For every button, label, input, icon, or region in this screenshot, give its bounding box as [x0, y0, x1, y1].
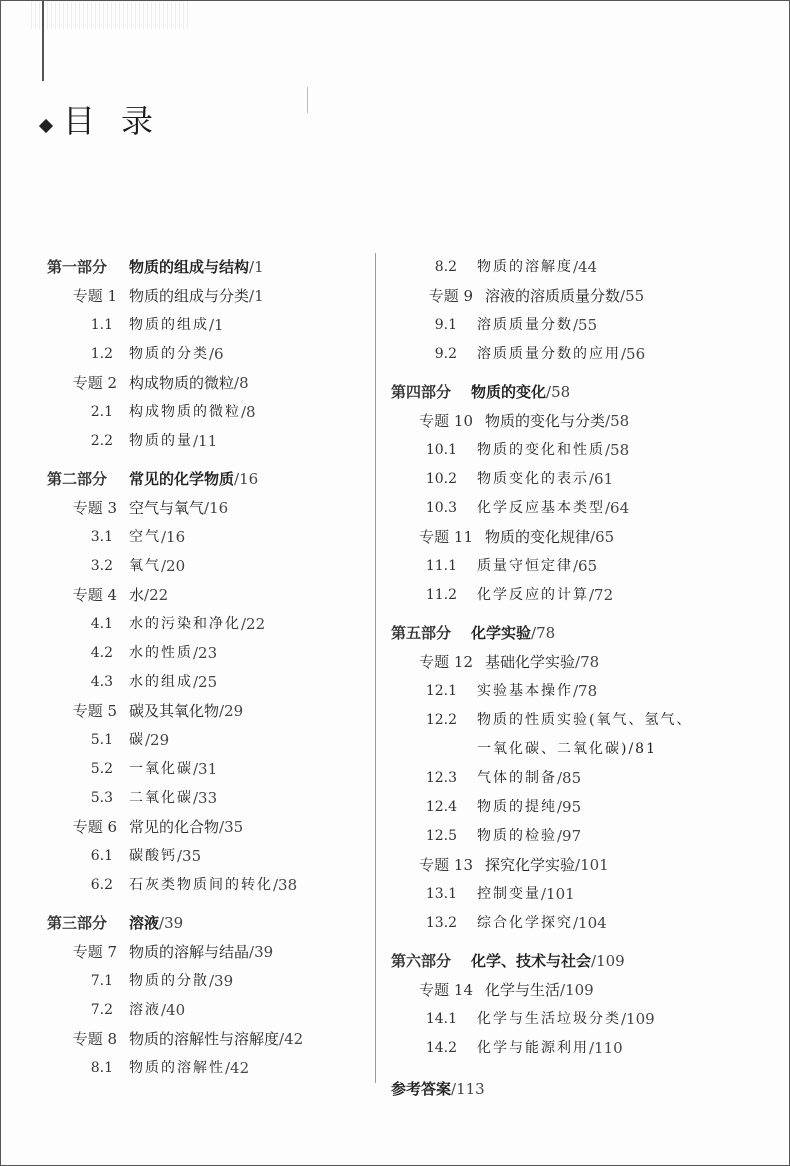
toc-entry-section[interactable]	[391, 465, 613, 494]
toc-entry-page: /109	[621, 1010, 655, 1028]
toc-entry-topic[interactable]	[391, 851, 609, 880]
toc-entry-part[interactable]	[391, 619, 555, 648]
toc-entry-page: /31	[193, 760, 218, 778]
toc-entry-title: 水	[129, 586, 145, 604]
toc-entry-number: 专题 7	[72, 943, 117, 961]
toc-entry-number: 5.3	[90, 790, 113, 806]
toc-entry-title: 物质的变化	[471, 383, 547, 401]
toc-entry-section[interactable]	[391, 677, 597, 706]
toc-entry-number: 专题 12	[419, 653, 473, 671]
toc-entry-page: /20	[161, 557, 186, 575]
toc-entry-page: /39	[159, 914, 184, 932]
toc-entry-section[interactable]	[47, 755, 217, 784]
toc-entry-number: 14.2	[425, 1040, 457, 1056]
toc-entry-title: 碳及其氧化物	[129, 702, 220, 720]
toc-entry-number: 1.1	[90, 317, 113, 333]
toc-entry-page: /55	[620, 287, 645, 305]
toc-entry-section[interactable]	[47, 523, 185, 552]
toc-entry-page: /16	[204, 499, 229, 517]
toc-entry-title: 碳酸钙	[129, 848, 177, 864]
corner-rule	[42, 1, 44, 81]
toc-entry-section[interactable]	[47, 552, 185, 581]
toc-entry-section[interactable]	[391, 793, 581, 822]
toc-entry-number: 3.2	[90, 558, 113, 574]
toc-entry-title: 氧气	[129, 558, 161, 574]
toc-entry-number: 第六部分	[391, 952, 452, 970]
toc-entry-title: 物质的量	[129, 433, 193, 449]
toc-entry-number: 专题 2	[72, 374, 117, 392]
toc-entry-number: 2.2	[90, 433, 113, 449]
toc-entry-page: /6	[209, 345, 224, 363]
toc-entry-number: 专题 10	[419, 412, 473, 430]
toc-entry-topic[interactable]	[391, 976, 594, 1005]
toc-entry-number: 12.4	[425, 799, 457, 815]
toc-entry-section[interactable]	[47, 726, 169, 755]
toc-entry-page: /104	[573, 914, 607, 932]
toc-entry-page: /22	[144, 586, 169, 604]
toc-entry-title: 控制变量	[477, 886, 541, 902]
toc-entry-title: 常见的化合物	[129, 818, 220, 836]
toc-entry-number: 专题 1	[72, 287, 117, 305]
toc-entry-section[interactable]	[391, 311, 597, 340]
toc-entry-number: 13.1	[425, 886, 457, 902]
toc-entry-number: 5.1	[90, 732, 113, 748]
toc-entry-number: 第四部分	[391, 383, 452, 401]
toc-entry-page: /64	[605, 499, 630, 517]
toc-entry-title: 物质的组成与结构	[129, 258, 250, 276]
toc-entry-title: 化学反应基本类型	[477, 500, 605, 516]
toc-entry-section[interactable]	[47, 398, 256, 427]
toc-entry-title: 化学与能源利用	[477, 1040, 589, 1056]
toc-entry-title: 二氧化碳	[129, 790, 193, 806]
toc-entry-part[interactable]	[47, 465, 258, 494]
toc-entry-title: 物质的性质实验(氧气、氢气、	[477, 712, 693, 728]
toc-entry-page: /29	[145, 731, 170, 749]
toc-entry-number: 第五部分	[391, 624, 452, 642]
toc-entry-part[interactable]	[47, 253, 264, 282]
toc-entry-page: /39	[249, 943, 274, 961]
toc-entry-topic[interactable]	[47, 369, 249, 398]
toc-entry-section[interactable]	[391, 552, 597, 581]
toc-entry-topic[interactable]	[47, 697, 243, 726]
toc-entry-page: /65	[573, 557, 598, 575]
toc-entry-section[interactable]	[391, 253, 597, 282]
toc-entry-number: 14.1	[425, 1011, 457, 1027]
toc-entry-part[interactable]	[47, 909, 183, 938]
toc-entry-number: 1.2	[90, 346, 113, 362]
toc-entry-topic[interactable]	[47, 494, 228, 523]
toc-entry-page: /44	[573, 258, 598, 276]
toc-entry-number: 12.3	[425, 770, 457, 786]
toc-entry-page: /97	[557, 827, 582, 845]
toc-entry-part[interactable]	[391, 378, 570, 407]
toc-entry-title: 物质的变化与分类	[485, 412, 606, 430]
toc-entry-section[interactable]	[47, 340, 224, 369]
toc-entry-title: 物质的溶解性与溶解度	[129, 1030, 280, 1048]
toc-entry-number: 专题 13	[419, 856, 473, 874]
toc-entry-number: 9.2	[434, 346, 457, 362]
toc-entry-title: 构成物质的微粒	[129, 404, 241, 420]
toc-entry-title: 参考答案	[391, 1080, 452, 1098]
toc-entry-page: /29	[219, 702, 244, 720]
toc-entry-number: 6.1	[90, 848, 113, 864]
toc-entry-topic[interactable]	[391, 523, 614, 552]
toc-entry-title: 常见的化学物质	[129, 470, 235, 488]
toc-entry-section[interactable]	[47, 967, 233, 996]
toc-entry-title: 化学与生活垃圾分类	[477, 1011, 621, 1027]
toc-entry-page: /95	[557, 798, 582, 816]
column-divider	[375, 253, 376, 1083]
toc-entry-page: /55	[573, 316, 598, 334]
toc-entry-section[interactable]	[47, 311, 224, 340]
toc-entry-page: /35	[219, 818, 244, 836]
toc-entry-section[interactable]	[47, 427, 217, 456]
toc-entry-number: 7.1	[90, 973, 113, 989]
toc-entry-part[interactable]	[391, 947, 625, 976]
toc-entry-title: 物质的变化规律	[485, 528, 591, 546]
toc-entry-title: 实验基本操作	[477, 683, 573, 699]
toc-entry-number: 8.1	[90, 1060, 113, 1076]
toc-entry-topic[interactable]	[47, 1025, 303, 1054]
toc-entry-page: /109	[591, 952, 625, 970]
toc-entry-title: 物质的分散	[129, 973, 209, 989]
toc-entry-page: /65	[590, 528, 615, 546]
toc-entry-page: /56	[621, 345, 646, 363]
toc-entry-number: 10.2	[425, 471, 457, 487]
toc-entry-page: /85	[557, 769, 582, 787]
diamond-bullet-icon	[39, 119, 53, 133]
toc-entry-title: 物质的溶解度	[477, 259, 573, 275]
toc-entry-title: 溶质质量分数	[477, 317, 573, 333]
toc-entry-topic[interactable]	[47, 938, 273, 967]
toc-entry-number: 13.2	[425, 915, 457, 931]
page-title-text: 目录	[63, 102, 180, 140]
toc-entry-topic[interactable]	[391, 282, 644, 311]
toc-entry-title: 一氧化碳、二氧化碳)	[477, 741, 629, 757]
toc-entry-page: /8	[241, 403, 256, 421]
toc-entry-number: 3.1	[90, 529, 113, 545]
toc-entry-title: 气体的制备	[477, 770, 557, 786]
toc-entry-number: 7.2	[90, 1002, 113, 1018]
scan-mark	[307, 87, 308, 113]
toc-entry-section[interactable]	[47, 1054, 249, 1083]
toc-entry-number: 4.3	[90, 674, 113, 690]
toc-entry-section[interactable]	[391, 581, 613, 610]
toc-entry-page: /101	[541, 885, 575, 903]
toc-entry-topic[interactable]	[391, 648, 599, 677]
toc-entry-title: 溶液	[129, 1002, 161, 1018]
toc-entry-number: 8.2	[434, 259, 457, 275]
toc-entry-title: 水的污染和净化	[129, 616, 241, 632]
toc-entry-title: 物质变化的表示	[477, 471, 589, 487]
toc-entry-title: 物质的提纯	[477, 799, 557, 815]
toc-entry-number: 2.1	[90, 404, 113, 420]
toc-entry-title: 物质的组成	[129, 317, 209, 333]
toc-entry-title: 构成物质的微粒	[129, 374, 235, 392]
toc-entry-title: 物质的溶解性	[129, 1060, 225, 1076]
toc-entry-page: /35	[177, 847, 202, 865]
toc-entry-page: /78	[531, 624, 556, 642]
page-title	[41, 99, 179, 139]
toc-entry-page: /42	[225, 1059, 250, 1077]
toc-entry-section[interactable]	[47, 871, 297, 900]
toc-entry-page: /1	[209, 316, 224, 334]
toc-entry-title: 化学与生活	[485, 981, 561, 999]
toc-entry-page: /23	[193, 644, 218, 662]
toc-entry-section[interactable]	[391, 494, 629, 523]
toc-entry-title: 综合化学探究	[477, 915, 573, 931]
toc-entry-page: /78	[575, 653, 600, 671]
toc-entry-title: 基础化学实验	[485, 653, 576, 671]
toc-entry-number: 12.2	[425, 712, 457, 728]
toc-entry-title: 物质的变化和性质	[477, 442, 605, 458]
toc-entry-page: /101	[575, 856, 609, 874]
toc-entry-number: 专题 3	[72, 499, 117, 517]
toc-entry-title: 探究化学实验	[485, 856, 576, 874]
toc-entry-section[interactable]	[391, 1034, 623, 1063]
toc-entry-title: 物质的溶解与结晶	[129, 943, 250, 961]
toc-entry-topic[interactable]	[47, 581, 168, 610]
toc-entry-section[interactable]	[47, 996, 185, 1025]
toc-entry-title: 一氧化碳	[129, 761, 193, 777]
toc-entry-number: 第三部分	[47, 914, 108, 932]
toc-entry-page: /110	[589, 1039, 623, 1057]
toc-entry-number: 专题 11	[419, 528, 473, 546]
toc-entry-section[interactable]	[391, 909, 607, 938]
toc-entry-number: 10.3	[425, 500, 457, 516]
toc-entry-topic[interactable]	[47, 813, 243, 842]
toc-entry-number: 专题 14	[419, 981, 473, 999]
toc-entry-number: 第二部分	[47, 470, 108, 488]
toc-entry-title: 化学、技术与社会	[471, 952, 592, 970]
toc-entry-page: /11	[193, 432, 218, 450]
toc-entry-page: /22	[241, 615, 266, 633]
toc-entry-title: 溶质质量分数的应用	[477, 346, 621, 362]
toc-entry-section[interactable]	[391, 436, 629, 465]
toc-entry-page: /1	[249, 258, 264, 276]
toc-entry-number: 12.5	[425, 828, 457, 844]
toc-entry-page: /58	[605, 441, 630, 459]
toc-entry-number: 专题 5	[72, 702, 117, 720]
toc-entry-topic[interactable]	[47, 282, 264, 311]
toc-entry-number: 专题 8	[72, 1030, 117, 1048]
toc-entry-page: /58	[546, 383, 571, 401]
toc-entry-title: 空气	[129, 529, 161, 545]
toc-entry-section[interactable]	[391, 340, 645, 369]
toc-entry-continuation[interactable]	[477, 735, 657, 764]
toc-entry-title: 化学实验	[471, 624, 532, 642]
toc-entry-page: /25	[193, 673, 218, 691]
toc-entry-title: 化学反应的计算	[477, 587, 589, 603]
toc-entry-section[interactable]	[391, 706, 692, 735]
toc-entry-number: 4.1	[90, 616, 113, 632]
toc-entry-section[interactable]	[391, 822, 581, 851]
toc-entry-section[interactable]	[47, 668, 217, 697]
toc-entry-title: 碳	[129, 732, 145, 748]
toc-entry-page: /42	[279, 1030, 304, 1048]
toc-entry-page: /58	[605, 412, 630, 430]
toc-entry-title: 物质的组成与分类	[129, 287, 250, 305]
toc-entry-number: 11.1	[425, 558, 457, 574]
toc-entry-page: /16	[234, 470, 259, 488]
toc-entry-page: /72	[589, 586, 614, 604]
toc-entry-title: 水的组成	[129, 674, 193, 690]
toc-entry-number: 9.1	[434, 317, 457, 333]
toc-entry-section[interactable]	[47, 610, 265, 639]
toc-entry-number: 12.1	[425, 683, 457, 699]
toc-entry-title: 石灰类物质间的转化	[129, 877, 273, 893]
toc-entry-title: 水的性质	[129, 645, 193, 661]
toc-entry-section[interactable]	[391, 880, 575, 909]
corner-texture	[31, 1, 191, 29]
toc-entry-number: 5.2	[90, 761, 113, 777]
toc-entry-section[interactable]	[47, 784, 217, 813]
toc-entry-page: /113	[451, 1080, 485, 1098]
toc-entry-page: /81	[628, 741, 657, 757]
toc-entry-section[interactable]	[47, 842, 201, 871]
toc-entry-number: 10.1	[425, 442, 457, 458]
toc-entry-title: 溶液	[129, 914, 160, 932]
toc-entry-page: /109	[560, 981, 594, 999]
toc-entry-title: 溶液的溶质质量分数	[485, 287, 621, 305]
toc-entry-title: 空气与氧气	[129, 499, 205, 517]
toc-entry-title: 物质的检验	[477, 828, 557, 844]
toc-entry-number: 专题 6	[72, 818, 117, 836]
toc-entry-page: /1	[249, 287, 264, 305]
toc-entry-page: /8	[234, 374, 249, 392]
toc-entry-number: 6.2	[90, 877, 113, 893]
toc-entry-title: 质量守恒定律	[477, 558, 573, 574]
toc-entry-page: /78	[573, 682, 598, 700]
toc-entry-topic[interactable]	[391, 407, 629, 436]
toc-entry-page: /40	[161, 1001, 186, 1019]
toc-entry-section[interactable]	[391, 764, 581, 793]
toc-entry-page: /61	[589, 470, 614, 488]
toc-entry-number: 第一部分	[47, 258, 108, 276]
toc-entry-section[interactable]	[391, 1005, 655, 1034]
toc-entry-page: /33	[193, 789, 218, 807]
toc-entry-number: 专题 4	[72, 586, 117, 604]
toc-entry-page: /38	[273, 876, 298, 894]
toc-entry-number: 4.2	[90, 645, 113, 661]
toc-entry-number: 11.2	[425, 587, 457, 603]
toc-entry-answers[interactable]	[391, 1075, 485, 1104]
toc-entry-page: /16	[161, 528, 186, 546]
toc-entry-page: /39	[209, 972, 234, 990]
toc-entry-number: 专题 9	[428, 287, 473, 305]
toc-entry-title: 物质的分类	[129, 346, 209, 362]
toc-entry-section[interactable]	[47, 639, 217, 668]
